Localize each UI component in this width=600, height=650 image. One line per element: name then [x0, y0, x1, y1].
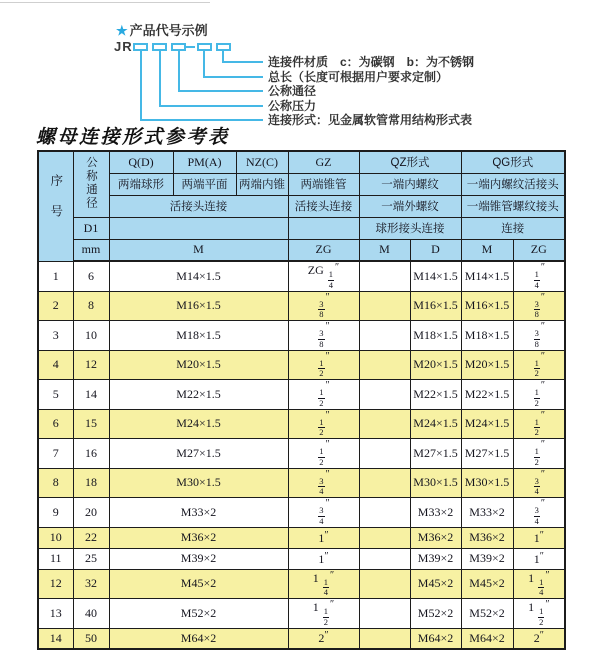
cell-qz-d: M18×1.5 — [410, 321, 461, 351]
cell-gz: $\frac{3}{8}$ ″ — [288, 291, 359, 321]
label-material: 连接件材质 c：为碳钢 b：为不锈钢 — [268, 55, 475, 69]
code-box-5 — [216, 43, 231, 51]
header-row-1 — [38, 151, 565, 173]
header-nominal-diameter-label: 公称通径 — [85, 155, 97, 210]
cell-gz: $\frac{1}{2}$ ″ — [288, 409, 359, 439]
header-gz-sub: 两端锥管 — [288, 173, 359, 195]
cell-gz: ZG $\frac{1}{4}$ ″ — [288, 261, 359, 291]
header-nz-sub: 两端内锥 — [236, 173, 288, 195]
cell-mm: 22 — [73, 527, 109, 548]
header-pm-sub: 两端平面 — [173, 173, 236, 195]
connector-line — [178, 90, 263, 92]
cell-m: M27×1.5 — [109, 439, 288, 469]
cell-qg-m: M22×1.5 — [461, 380, 513, 410]
cell-mm: 6 — [73, 261, 109, 291]
header-qz-row3: 一端外螺纹 — [359, 195, 461, 217]
cell-qz-m — [359, 548, 410, 569]
cell-qg-m: M52×2 — [461, 599, 513, 629]
header-row-5 — [38, 239, 565, 261]
cell-qg-m: M36×2 — [461, 527, 513, 548]
cell-mm: 32 — [73, 569, 109, 599]
cell-qz-m — [359, 350, 410, 380]
cell-gz: $\frac{1}{2}$ ″ — [288, 350, 359, 380]
cell-qg-zg: $\frac{1}{2}$ ″ — [513, 409, 565, 439]
table-row — [38, 569, 565, 599]
cell-m: M18×1.5 — [109, 321, 288, 351]
table-row — [38, 527, 565, 548]
header-col-q: Q(D) — [109, 151, 173, 173]
cell-qz-d: M30×1.5 — [410, 468, 461, 498]
cell-qz-m — [359, 291, 410, 321]
cell-gz: 1″ — [288, 548, 359, 569]
cell-qz-d: M22×1.5 — [410, 380, 461, 410]
table-row — [38, 291, 565, 321]
cell-m: M16×1.5 — [109, 291, 288, 321]
cell-qz-d: M20×1.5 — [410, 350, 461, 380]
header-qz-u2: D — [410, 239, 461, 261]
diagram-title-text: 产品代号示例 — [129, 23, 208, 38]
cell-gz: $\frac{1}{2}$ ″ — [288, 380, 359, 410]
label-connection-form: 连接形式：见金属软管常用结构形式表 — [268, 113, 473, 127]
cell-seq: 5 — [38, 380, 73, 410]
code-box-3 — [171, 43, 186, 51]
cell-seq: 10 — [38, 527, 73, 548]
table-row — [38, 409, 565, 439]
header-row-3 — [38, 195, 565, 217]
cell-qg-zg: $\frac{1}{2}$ ″ — [513, 439, 565, 469]
header-qg-u1: M — [461, 239, 513, 261]
nut-connection-table — [37, 150, 566, 650]
table-row — [38, 321, 565, 351]
cell-qg-zg: $\frac{3}{8}$ ″ — [513, 291, 565, 321]
connector-line — [203, 76, 263, 78]
cell-qz-m — [359, 261, 410, 291]
cell-m: M22×1.5 — [109, 380, 288, 410]
cell-m: M64×2 — [109, 628, 288, 649]
top-edge-rule — [0, 2, 210, 3]
connector-line — [140, 119, 263, 121]
cell-qz-d: M39×2 — [410, 548, 461, 569]
cell-qz-d: M36×2 — [410, 527, 461, 548]
cell-gz: $\frac{3}{4}$ ″ — [288, 468, 359, 498]
table-title: 螺母连接形式参考表 — [36, 127, 230, 148]
connector-line — [159, 51, 161, 106]
header-gz-unit: ZG — [288, 239, 359, 261]
cell-qz-m — [359, 468, 410, 498]
header-col-qz: QZ形式 — [359, 151, 461, 173]
cell-mm: 12 — [73, 350, 109, 380]
cell-qz-m — [359, 321, 410, 351]
cell-mm: 10 — [73, 321, 109, 351]
header-qz-sub: 一端内螺纹 — [359, 173, 461, 195]
cell-qz-d: M24×1.5 — [410, 409, 461, 439]
table-header — [38, 151, 565, 261]
cell-gz: $\frac{1}{2}$ ″ — [288, 439, 359, 469]
cell-gz: 1 $\frac{1}{2}$ ″ — [288, 599, 359, 629]
header-gz-union: 活接头连接 — [288, 195, 359, 217]
cell-qg-m: M64×2 — [461, 628, 513, 649]
cell-qg-m: M18×1.5 — [461, 321, 513, 351]
cell-qz-d: M27×1.5 — [410, 439, 461, 469]
table-row — [38, 628, 565, 649]
table-row — [38, 439, 565, 469]
connector-line — [222, 61, 263, 63]
cell-m: M52×2 — [109, 599, 288, 629]
cell-mm: 18 — [73, 468, 109, 498]
table-body — [38, 261, 565, 649]
table-row — [38, 261, 565, 291]
code-box-1 — [133, 43, 148, 51]
cell-qg-m: M14×1.5 — [461, 261, 513, 291]
cell-qg-zg: $\frac{1}{4}$ ″ — [513, 261, 565, 291]
header-blank-1 — [109, 217, 288, 239]
header-qz-row4: 球形接头连接 — [359, 217, 461, 239]
cell-seq: 7 — [38, 439, 73, 469]
cell-mm: 8 — [73, 291, 109, 321]
cell-qg-zg: 1 $\frac{1}{4}$ ″ — [513, 569, 565, 599]
cell-m: M14×1.5 — [109, 261, 288, 291]
code-dash — [186, 46, 195, 48]
cell-gz: 1″ — [288, 527, 359, 548]
connector-line — [140, 51, 142, 120]
label-nominal-pressure: 公称压力 — [268, 98, 317, 113]
table-row — [38, 350, 565, 380]
table-row — [38, 599, 565, 629]
cell-m: M33×2 — [109, 498, 288, 528]
cell-gz: 1 $\frac{1}{4}$ ″ — [288, 569, 359, 599]
cell-qg-zg: 1″ — [513, 527, 565, 548]
cell-seq: 1 — [38, 261, 73, 291]
header-qg-row3: 一端锥管螺纹接头 — [461, 195, 565, 217]
header-qg-row4: 连接 — [461, 217, 565, 239]
code-box-4 — [197, 43, 212, 51]
label-nominal-diameter: 公称通径 — [268, 84, 317, 98]
cell-qg-m: M33×2 — [461, 498, 513, 528]
cell-qz-m — [359, 569, 410, 599]
star-icon: ★ — [116, 23, 128, 38]
header-col-nz: NZ(C) — [236, 151, 288, 173]
cell-seq: 3 — [38, 321, 73, 351]
cell-mm: 50 — [73, 628, 109, 649]
cell-gz: 2″ — [288, 628, 359, 649]
cell-seq: 14 — [38, 628, 73, 649]
cell-qz-d: M45×2 — [410, 569, 461, 599]
header-nominal-diameter — [73, 151, 109, 217]
cell-qz-d: M52×2 — [410, 599, 461, 629]
cell-qg-m: M45×2 — [461, 569, 513, 599]
cell-qg-m: M39×2 — [461, 548, 513, 569]
header-mm: mm — [73, 239, 109, 261]
cell-gz: $\frac{3}{4}$ ″ — [288, 498, 359, 528]
table-row — [38, 380, 565, 410]
cell-mm: 40 — [73, 599, 109, 629]
cell-seq: 12 — [38, 569, 73, 599]
cell-mm: 15 — [73, 409, 109, 439]
cell-qz-m — [359, 628, 410, 649]
header-qg-u2: ZG — [513, 239, 565, 261]
cell-qg-zg: 2″ — [513, 628, 565, 649]
header-blank-2 — [288, 217, 359, 239]
header-m-unit: M — [109, 239, 288, 261]
header-row-4 — [38, 217, 565, 239]
cell-qg-zg: $\frac{3}{8}$ ″ — [513, 321, 565, 351]
table-row — [38, 548, 565, 569]
cell-qz-m — [359, 380, 410, 410]
cell-qg-zg: $\frac{3}{4}$ ″ — [513, 498, 565, 528]
cell-qz-d: M16×1.5 — [410, 291, 461, 321]
cell-seq: 8 — [38, 468, 73, 498]
cell-seq: 4 — [38, 350, 73, 380]
header-qz-u1: M — [359, 239, 410, 261]
cell-seq: 13 — [38, 599, 73, 629]
diagram-title — [116, 20, 208, 39]
header-union-connection: 活接头连接 — [109, 195, 288, 217]
cell-mm: 20 — [73, 498, 109, 528]
cell-seq: 9 — [38, 498, 73, 528]
label-total-length: 总长（长度可根据用户要求定制） — [268, 69, 449, 84]
header-d1: D1 — [73, 217, 109, 239]
cell-qz-d: M33×2 — [410, 498, 461, 528]
cell-qg-zg: 1″ — [513, 548, 565, 569]
cell-mm: 14 — [73, 380, 109, 410]
cell-qz-m — [359, 527, 410, 548]
cell-m: M20×1.5 — [109, 350, 288, 380]
cell-qz-d: M14×1.5 — [410, 261, 461, 291]
header-row-2 — [38, 173, 565, 195]
cell-qg-m: M16×1.5 — [461, 291, 513, 321]
cell-qg-m: M27×1.5 — [461, 439, 513, 469]
cell-m: M39×2 — [109, 548, 288, 569]
header-col-pm: PM(A) — [173, 151, 236, 173]
cell-mm: 25 — [73, 548, 109, 569]
connector-line — [159, 105, 263, 107]
cell-qz-d: M64×2 — [410, 628, 461, 649]
cell-qg-m: M20×1.5 — [461, 350, 513, 380]
cell-qg-zg: $\frac{1}{2}$ ″ — [513, 380, 565, 410]
cell-qg-zg: 1 $\frac{1}{2}$ ″ — [513, 599, 565, 629]
cell-m: M45×2 — [109, 569, 288, 599]
cell-qg-zg: $\frac{1}{2}$ ″ — [513, 350, 565, 380]
cell-m: M36×2 — [109, 527, 288, 548]
header-seq — [38, 151, 73, 261]
header-col-gz: GZ — [288, 151, 359, 173]
cell-seq: 6 — [38, 409, 73, 439]
header-seq-label: 序号 — [48, 173, 63, 235]
cell-qz-m — [359, 409, 410, 439]
cell-seq: 11 — [38, 548, 73, 569]
table-row — [38, 498, 565, 528]
cell-gz: $\frac{3}{8}$ ″ — [288, 321, 359, 351]
header-q-sub: 两端球形 — [109, 173, 173, 195]
cell-qg-m: M30×1.5 — [461, 468, 513, 498]
cell-seq: 2 — [38, 291, 73, 321]
cell-m: M30×1.5 — [109, 468, 288, 498]
product-code-prefix: JR — [114, 39, 133, 54]
cell-qz-m — [359, 439, 410, 469]
cell-m: M24×1.5 — [109, 409, 288, 439]
cell-qz-m — [359, 599, 410, 629]
cell-qg-zg: $\frac{3}{4}$ ″ — [513, 468, 565, 498]
cell-qg-m: M24×1.5 — [461, 409, 513, 439]
header-qg-sub: 一端内螺纹活接头 — [461, 173, 565, 195]
connector-line — [178, 51, 180, 92]
table-row — [38, 468, 565, 498]
cell-qz-m — [359, 498, 410, 528]
header-col-qg: QG形式 — [461, 151, 565, 173]
connector-line — [203, 51, 205, 77]
cell-mm: 16 — [73, 439, 109, 469]
code-box-2 — [152, 43, 167, 51]
